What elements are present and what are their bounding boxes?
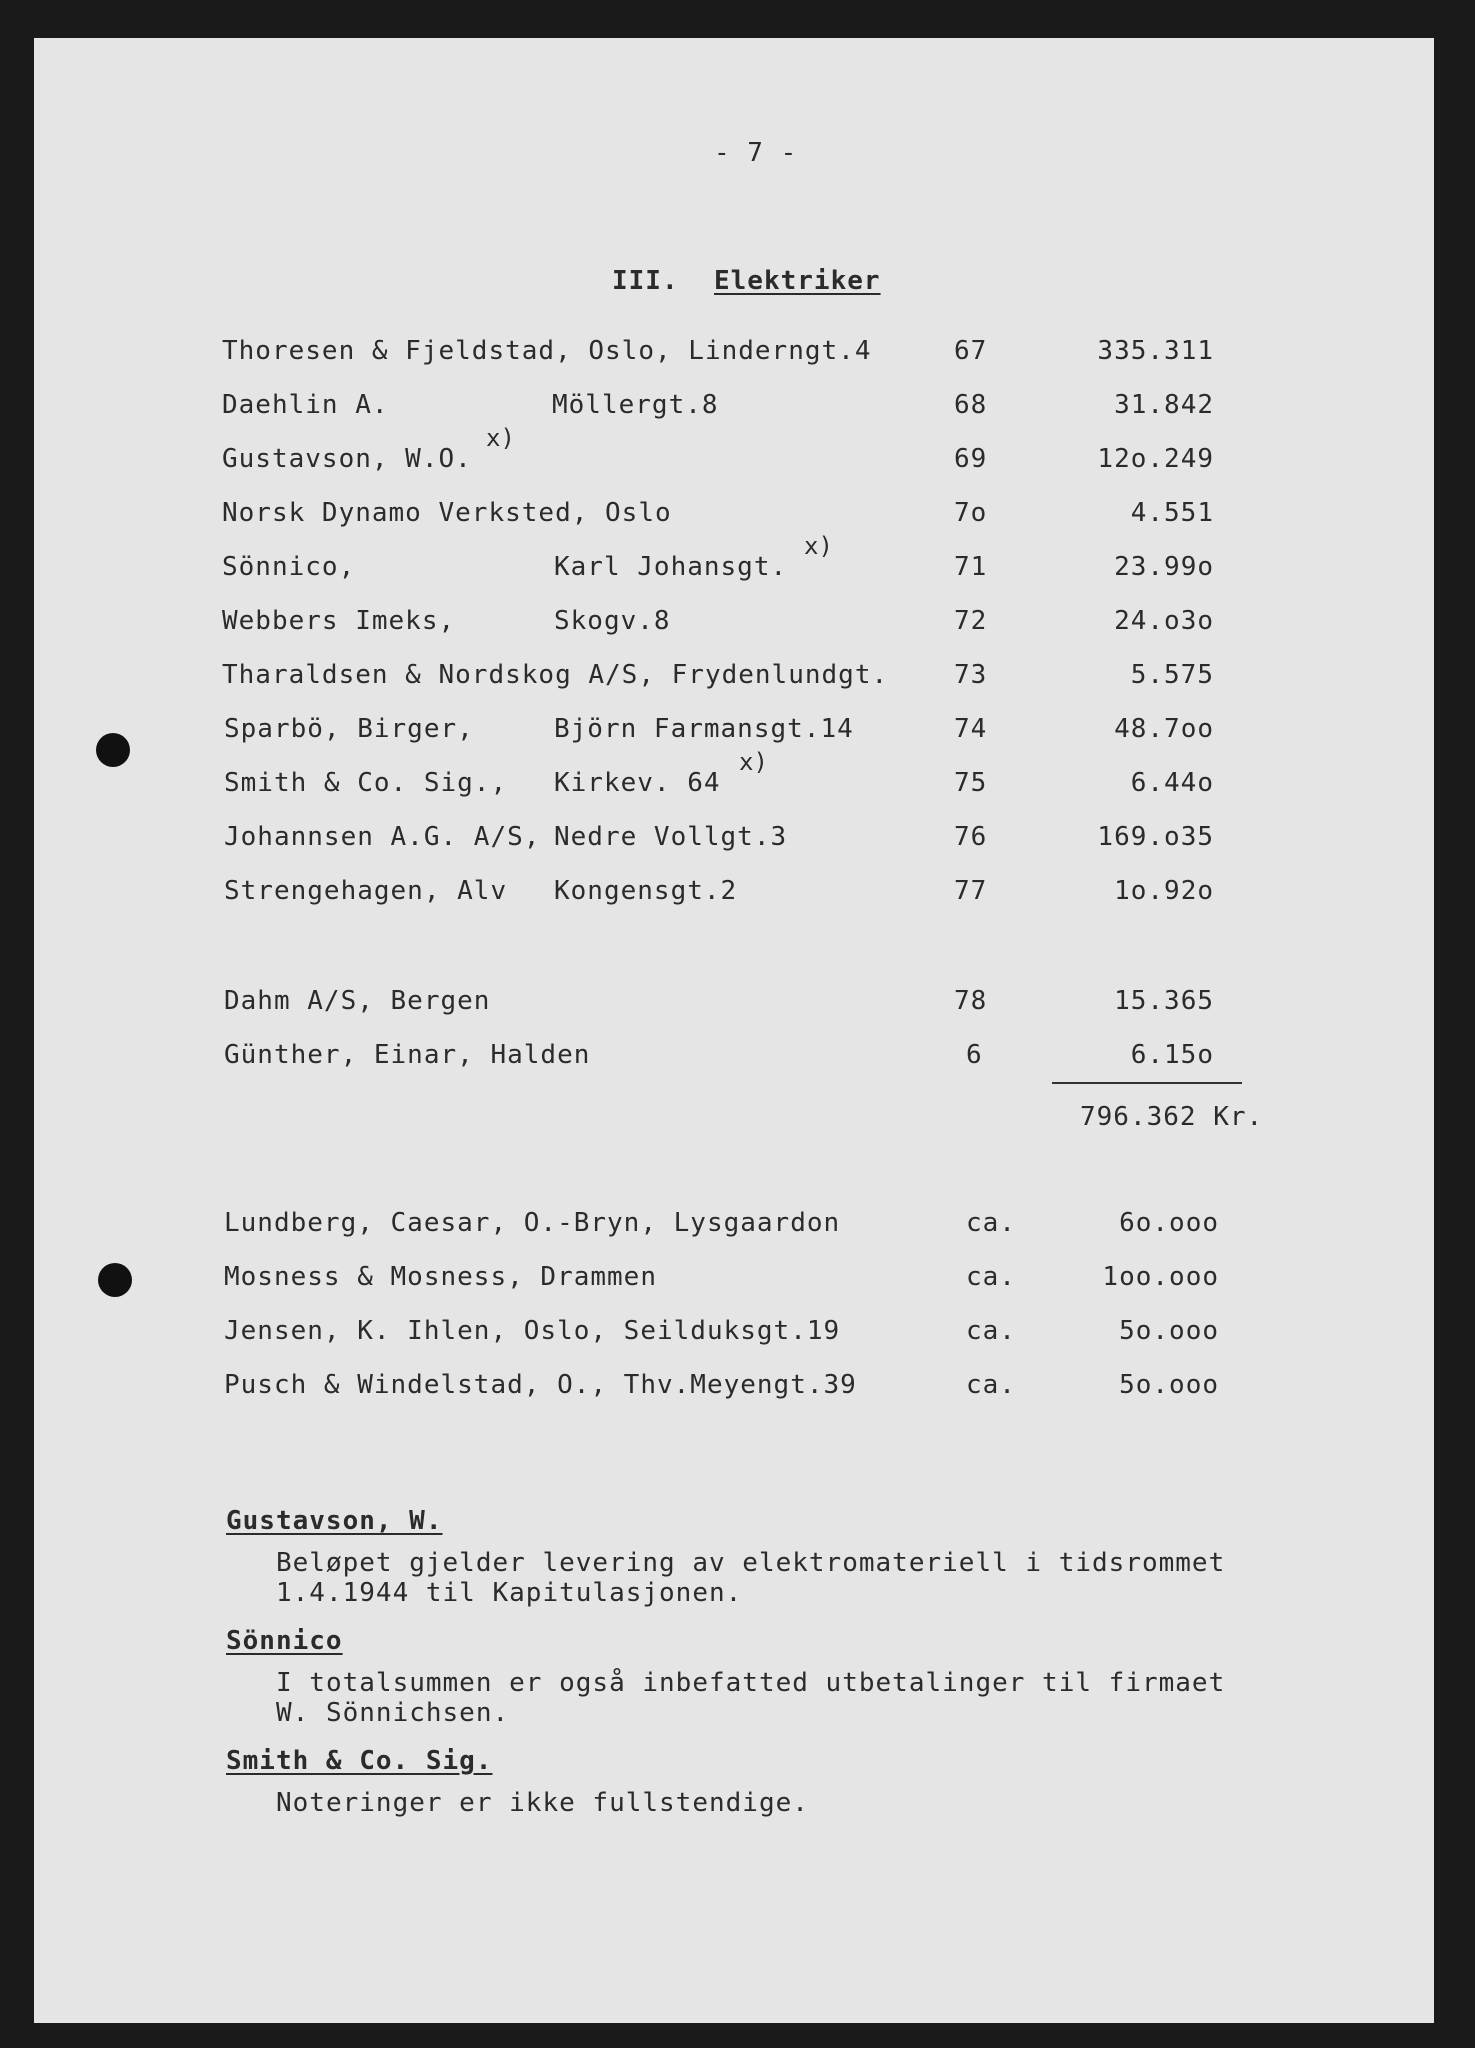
entry-number: 75 bbox=[954, 768, 988, 798]
entry-name: Norsk Dynamo Verksted, Oslo bbox=[222, 498, 672, 528]
entry-name: Webbers Imeks, bbox=[222, 606, 456, 636]
entry-name: Thoresen & Fjeldstad, Oslo, Linderngt.4 bbox=[222, 336, 872, 366]
entry-amount: 24.o3o bbox=[1114, 606, 1214, 636]
entry-amount: 15.365 bbox=[1114, 986, 1214, 1016]
entry-amount: 335.311 bbox=[1097, 336, 1214, 366]
page-number: - 7 - bbox=[714, 138, 798, 168]
note-heading: Gustavson, W. bbox=[226, 1506, 443, 1536]
entry-amount: 6.15o bbox=[1130, 1040, 1214, 1070]
note-text: Beløpet gjelder levering av elektromateriell i tidsrommet bbox=[276, 1548, 1226, 1578]
entry-amount: 23.99o bbox=[1114, 552, 1214, 582]
entry-address: Kongensgt.2 bbox=[554, 876, 738, 906]
entry-name: Smith & Co. Sig., bbox=[224, 768, 508, 798]
entry-number: 6 bbox=[966, 1040, 983, 1070]
entry-number: 7o bbox=[954, 498, 988, 528]
total-amount: 796.362 Kr. bbox=[1080, 1102, 1264, 1132]
entry-amount: 48.7oo bbox=[1114, 714, 1214, 744]
entry-amount: 4.551 bbox=[1130, 498, 1214, 528]
footnote-mark: x) bbox=[739, 748, 768, 776]
punch-hole bbox=[96, 733, 130, 767]
note-heading: Smith & Co. Sig. bbox=[226, 1746, 493, 1776]
estimate-ca: ca. bbox=[966, 1316, 1016, 1346]
footnote-mark: x) bbox=[804, 532, 833, 560]
entry-number: 68 bbox=[954, 390, 988, 420]
estimate-name: Lundberg, Caesar, O.-Bryn, Lysgaardon bbox=[224, 1208, 841, 1238]
entry-amount: 1o.92o bbox=[1114, 876, 1214, 906]
estimate-amount: 5o.ooo bbox=[1119, 1316, 1219, 1346]
document-page bbox=[34, 38, 1434, 2023]
entry-address: Möllergt.8 bbox=[552, 390, 719, 420]
entry-number: 74 bbox=[954, 714, 988, 744]
entry-amount: 12o.249 bbox=[1097, 444, 1214, 474]
entry-name: Johannsen A.G. A/S, bbox=[224, 822, 541, 852]
entry-address: Karl Johansgt. bbox=[554, 552, 788, 582]
entry-number: 78 bbox=[954, 986, 988, 1016]
entry-address: Nedre Vollgt.3 bbox=[554, 822, 788, 852]
entry-number: 71 bbox=[954, 552, 988, 582]
entry-number: 72 bbox=[954, 606, 988, 636]
entry-number: 77 bbox=[954, 876, 988, 906]
entry-amount: 5.575 bbox=[1130, 660, 1214, 690]
entry-name: Daehlin A. bbox=[222, 390, 389, 420]
entry-name: Dahm A/S, Bergen bbox=[224, 986, 491, 1016]
estimate-ca: ca. bbox=[966, 1208, 1016, 1238]
footnote-mark: x) bbox=[486, 424, 515, 452]
note-heading: Sönnico bbox=[226, 1626, 343, 1656]
entry-name: Tharaldsen & Nordskog A/S, Frydenlundgt. bbox=[222, 660, 889, 690]
punch-hole bbox=[98, 1263, 132, 1297]
estimate-amount: 6o.ooo bbox=[1119, 1208, 1219, 1238]
estimate-ca: ca. bbox=[966, 1262, 1016, 1292]
entry-name: Sparbö, Birger, bbox=[224, 714, 474, 744]
estimate-name: Mosness & Mosness, Drammen bbox=[224, 1262, 657, 1292]
entry-amount: 31.842 bbox=[1114, 390, 1214, 420]
section-roman: III. bbox=[612, 266, 679, 296]
entry-address: Björn Farmansgt.14 bbox=[554, 714, 854, 744]
entry-address: Kirkev. 64 bbox=[554, 768, 721, 798]
entry-name: Günther, Einar, Halden bbox=[224, 1040, 591, 1070]
entry-address: Skogv.8 bbox=[554, 606, 671, 636]
estimate-name: Jensen, K. Ihlen, Oslo, Seilduksgt.19 bbox=[224, 1316, 841, 1346]
sum-rule bbox=[1052, 1082, 1242, 1084]
entry-number: 67 bbox=[954, 336, 988, 366]
entry-name: Strengehagen, Alv bbox=[224, 876, 508, 906]
note-text: I totalsummen er også inbefatted utbetalinger til firmaet bbox=[276, 1668, 1226, 1698]
estimate-ca: ca. bbox=[966, 1370, 1016, 1400]
note-text: 1.4.1944 til Kapitulasjonen. bbox=[276, 1578, 743, 1608]
entry-name: Sönnico, bbox=[222, 552, 356, 582]
estimate-amount: 5o.ooo bbox=[1119, 1370, 1219, 1400]
entry-number: 69 bbox=[954, 444, 988, 474]
entry-number: 76 bbox=[954, 822, 988, 852]
note-text: Noteringer er ikke fullstendige. bbox=[276, 1788, 809, 1818]
note-text: W. Sönnichsen. bbox=[276, 1698, 510, 1728]
estimate-amount: 1oo.ooo bbox=[1102, 1262, 1219, 1292]
entry-name: Gustavson, W.O. bbox=[222, 444, 472, 474]
estimate-name: Pusch & Windelstad, O., Thv.Meyengt.39 bbox=[224, 1370, 857, 1400]
section-title: Elektriker bbox=[714, 266, 881, 296]
entry-number: 73 bbox=[954, 660, 988, 690]
entry-amount: 169.o35 bbox=[1097, 822, 1214, 852]
entry-amount: 6.44o bbox=[1130, 768, 1214, 798]
